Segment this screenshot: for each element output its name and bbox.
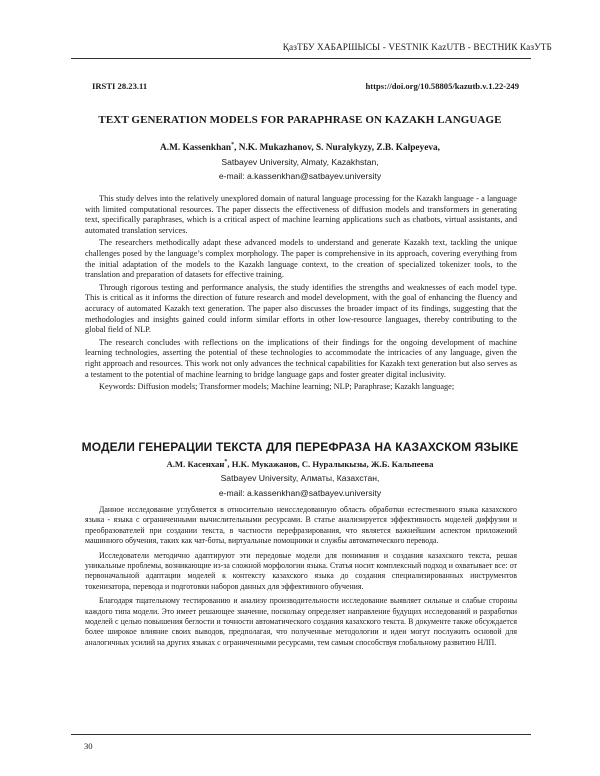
- english-abstract-paragraph: The research concludes with reflections on the implications of their findings for the ongoing development of machine learning technologies, asserting the potential of these technologies to accommodate the intricacies of any language, given the right approach and resources. This work not only advances the technical capabilities for Kazakh text generation but also serves as a testament to the potential of machine learning to bridge language gaps and foster greater digital inclusivity.: [85, 337, 517, 379]
- corresponding-author-mark: *: [231, 142, 235, 148]
- russian-abstract-paragraph: Исследователи методично адаптируют эти передовые модели для понимания и создания казахского текста, решая уникальные проблемы, возникающие из-за сложной морфологии языка. Статья носит комплексный подход и охватывает все: от первоначальной адаптации моделей к контексту казахского языка до создания специализированных инструментов токенизатора, перевода и подготовки наборов данных для эффективного обучения.: [85, 550, 517, 591]
- english-abstract-paragraph: This study delves into the relatively unexplored domain of natural language processing for the Kazakh language - a language with limited computational resources. The paper dissects the effectiveness of diffusion models and transformers in generating text, specifically paraphrases, which is a critical aspect of machine learning applications such as chatbots, virtual assistants, and automated translation services.: [85, 194, 517, 235]
- corresponding-author-mark: *: [224, 459, 228, 466]
- english-keywords: Keywords: Diffusion models; Transformer models; Machine learning; NLP; Paraphrase; Kazakh language;: [99, 382, 455, 392]
- english-other-authors: , N.K. Mukazhanov, S. Nuralykyzy, Z.B. Kalpeyeva,: [234, 143, 440, 154]
- russian-authors: [0, 459, 600, 469]
- english-title: TEXT GENERATION MODELS FOR PARAPHRASE ON KAZAKH LANGUAGE: [98, 114, 502, 126]
- russian-other-authors: , Н.К. Мукажанов, С. Нуралыкызы, Ж.Б. Кальпеева: [227, 459, 434, 469]
- russian-abstract-paragraph: Благодаря тщательному тестированию и анализу производительности исследование выявляет сильные и слабые стороны каждого типа модели. Это имеет решающее значение, поскольку определяет направление будущих исследований и разработки моделей с целью повышения беглости и точности автоматического создания казахского текста. В документе также обсуждается более широкое влияние своих выводов, предполагая, что полученные методологии и идеи могут послужить основой для аналогичных усилий на других языках с ограниченными ресурсами, тем самым способствуя глобальному развитию НЛП.: [85, 596, 517, 647]
- english-affiliation: Satbayev University, Almaty, Kazakhstan,: [221, 157, 379, 167]
- english-abstract-paragraph: Through rigorous testing and performance analysis, the study identifies the strengths and weaknesses of each model type. This is critical as it informs the direction of future research and model development, with the goal of enhancing the fluency and accuracy of automated Kazakh text generation. The paper also discusses the broader impact of its findings, suggesting that the methodologies and insights gained could inform similar efforts in other low-resource languages, thereby contributing to the global field of NLP.: [85, 282, 517, 335]
- footer-divider: [71, 734, 531, 735]
- russian-abstract-paragraph: Данное исследование углубляется в относительно неисследованную область обработки естественного языка казахского языка - языка с ограниченными вычислительными ресурсами. В статье анализируется эффективность моделей диффузии и преобразователей при создании текста, в частности перефразирования, что является важнейшим аспектом приложений машинного обучения, таких как чат-боты, виртуальные помощники и службы автоматического перевода.: [85, 505, 517, 546]
- russian-title: МОДЕЛИ ГЕНЕРАЦИИ ТЕКСТА ДЛЯ ПЕРЕФРАЗА НА КАЗАХСКОМ ЯЗЫКЕ: [81, 440, 519, 454]
- english-abstract-paragraph: The researchers methodically adapt these advanced models to understand and generate Kazakh text, tackling the unique challenges posed by the language’s complex morphology. The paper is comprehensive in its approach, covering everything from the initial adaptation of the models to the Kazakh language context, to the creation of specialized tokenizer tools, to the translation and preparation of datasets for effective training.: [85, 238, 517, 280]
- page-number: 30: [84, 741, 93, 751]
- russian-email[interactable]: e-mail: a.kassenkhan@satbayev.university: [218, 488, 382, 498]
- english-authors: [0, 142, 600, 153]
- irsti-code: IRSTI 28.23.11: [92, 81, 148, 91]
- doi-link[interactable]: https://doi.org/10.58805/kazutb.v.1.22-249: [365, 81, 519, 91]
- russian-abstract: [85, 505, 517, 648]
- english-first-author: A.M. Kassenkhan: [160, 143, 232, 154]
- english-abstract: [85, 194, 517, 393]
- header-divider: [71, 58, 531, 59]
- journal-header: ҚазТБУ ХАБАРШЫСЫ - VESTNIK KazUTB - ВЕСТНИК КазУТБ: [282, 43, 552, 53]
- russian-first-author: А.М. Касенхан: [166, 459, 225, 469]
- english-email[interactable]: e-mail: a.kassenkhan@satbayev.university: [218, 171, 382, 181]
- russian-affiliation: Satbayev University, Алматы, Казахстан,: [220, 473, 380, 483]
